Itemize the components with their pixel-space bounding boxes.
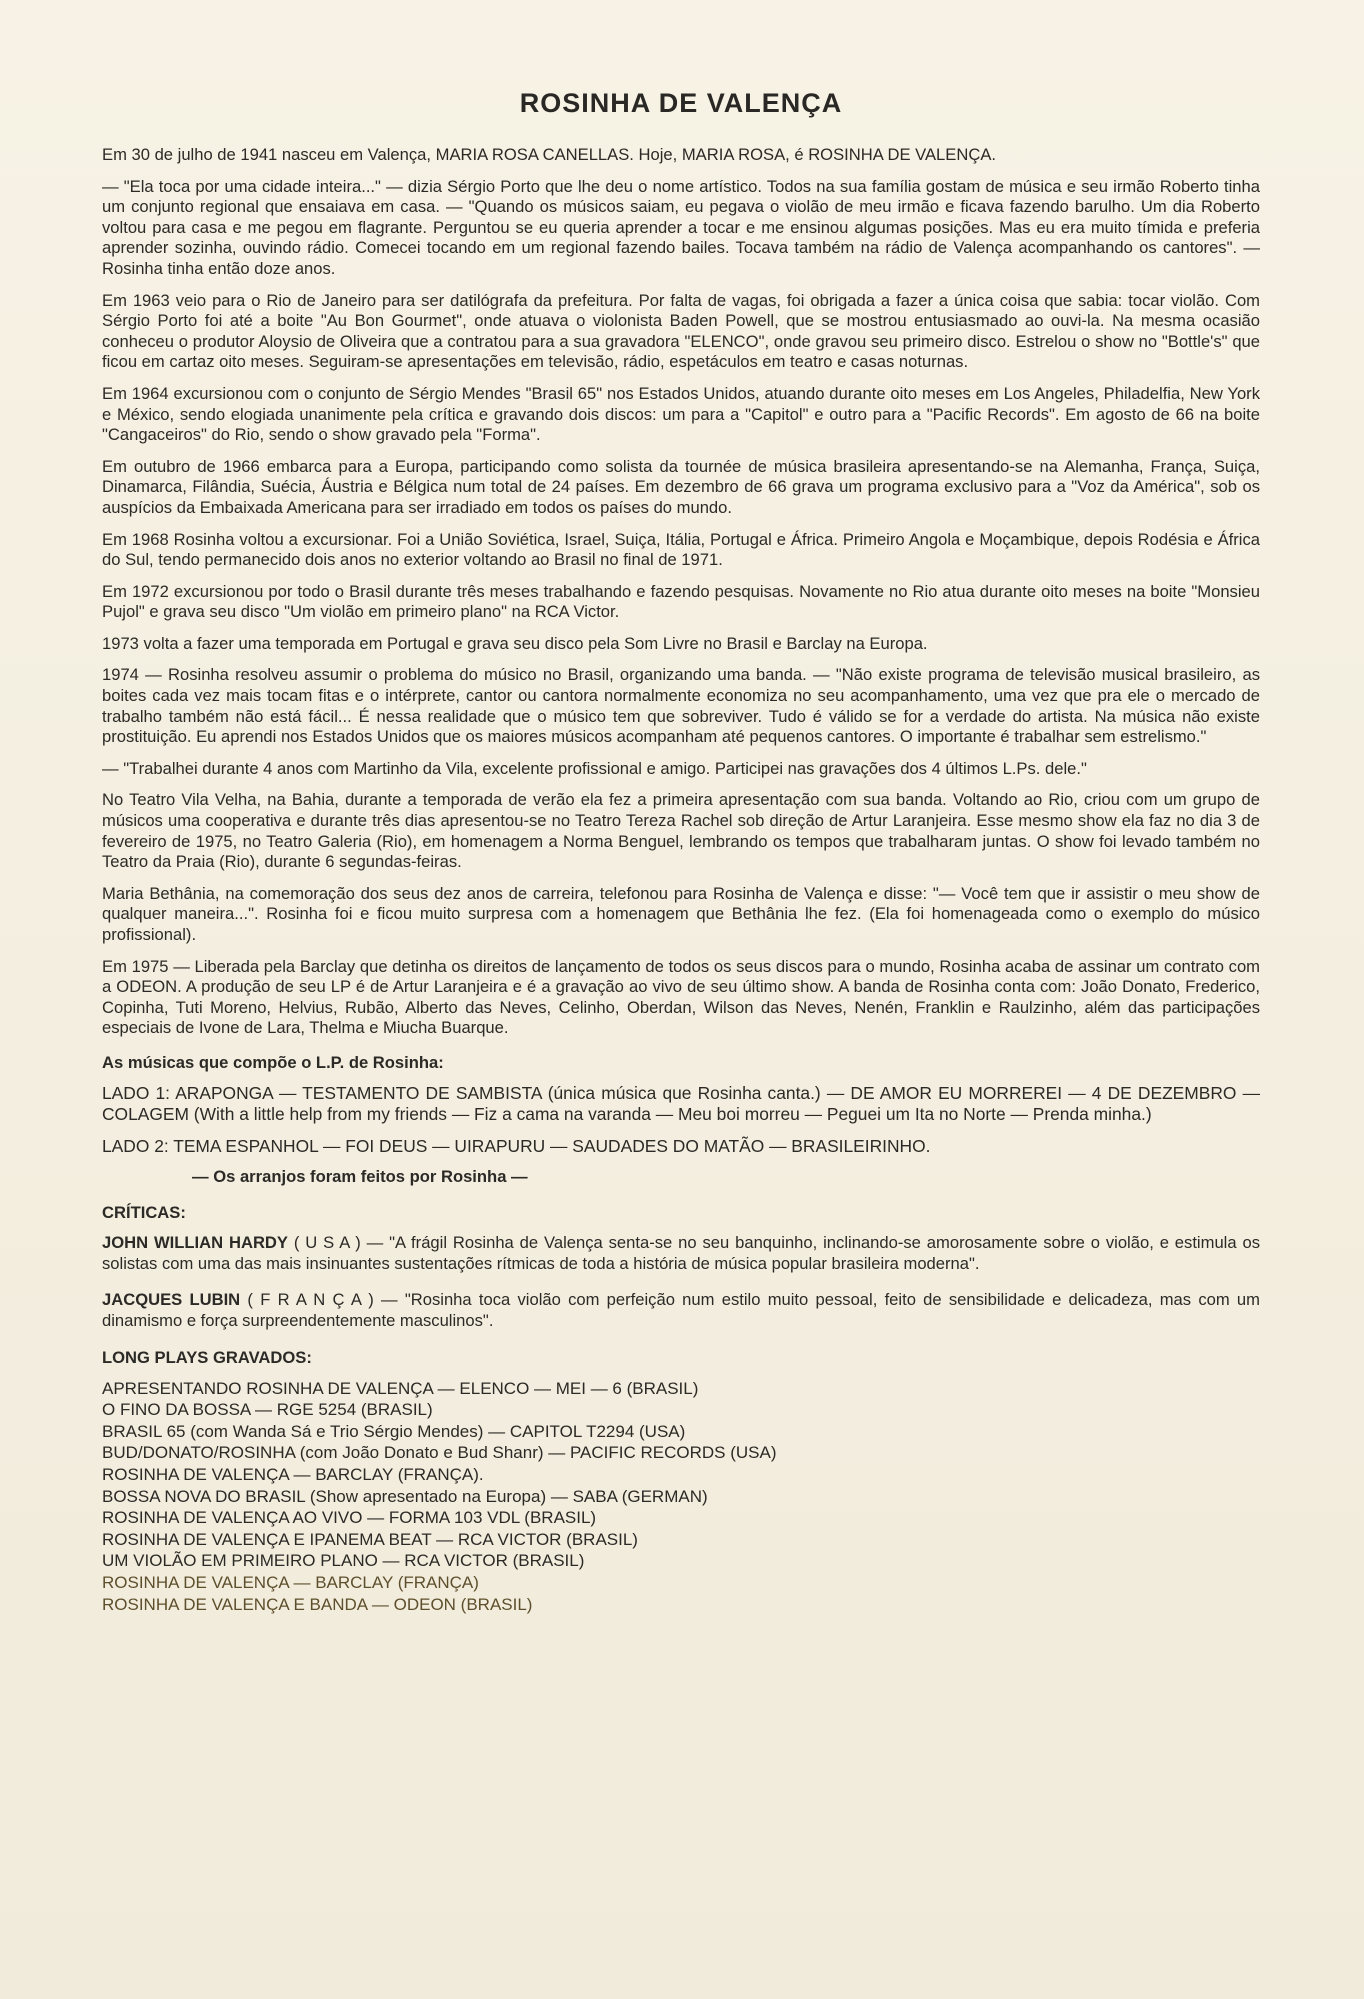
paragraph-1972: Em 1972 excursionou por todo o Brasil durante três meses trabalhando e fazendo pesquisas. Novamente no Rio atua durante oito meses na boite "Monsieu Pujol" e grava seu disco "Um violão em primeiro plano" na RCA Victor. — [102, 581, 1260, 622]
long-plays-list — [102, 1378, 1260, 1616]
list-item: BRASIL 65 (com Wanda Sá e Trio Sérgio Mendes) — CAPITOL T2294 (USA) — [102, 1421, 686, 1441]
paragraph-1964: Em 1964 excursionou com o conjunto de Sérgio Mendes "Brasil 65" nos Estados Unidos, atuando durante oito meses em Los Angeles, Philadelfia, New York e México, sendo elogiada unanimente pela crítica e gravando dois discos: um para a "Capitol" e outro para a "Pacific Records". Em agosto de 66 na boite "Cangaceiros" do Rio, sendo o show gravado pela "Forma". — [102, 383, 1260, 445]
list-item: BUD/DONATO/ROSINHA (com João Donato e Bud Shanr) — PACIFIC RECORDS (USA) — [102, 1443, 777, 1463]
paragraph-1968: Em 1968 Rosinha voltou a excursionar. Foi a União Soviética, Israel, Suiça, Itália, Portugal e África. Primeiro Angola e Moçambique, depois Rodésia e África do Sul, tendo permanecido dois anos no exterior voltando ao Brasil no final de 1971. — [102, 529, 1260, 570]
criticas-heading: CRÍTICAS: — [102, 1203, 186, 1223]
arranjos-note: — Os arranjos foram feitos por Rosinha — — [192, 1167, 528, 1187]
paragraph-1975: Em 1975 — Liberada pela Barclay que detinha os direitos de lançamento de todos os seus discos para o mundo, Rosinha acaba de assinar um contrato com a ODEON. A produção de seu LP é de Artur Laranjeira e é a gravação ao vivo de seu último show. A banda de Rosinha conta com: João Donato, Frederico, Copinha, Tuti Moreno, Helvius, Rubão, Alberto das Neves, Celinho, Oberdan, Wilson das Neves, Nenén, Franklin e Raulzinho, além das participações especiais de Ivone de Lara, Thelma e Miucha Buarque. — [102, 956, 1260, 1038]
list-item: APRESENTANDO ROSINHA DE VALENÇA — ELENCO — MEI — 6 (BRASIL) — [102, 1378, 699, 1398]
paragraph-childhood: — "Ela toca por uma cidade inteira..." — dizia Sérgio Porto que lhe deu o nome artístico. Todos na sua família gostam de música e seu irmão Roberto tinha um conjunto regional que ensaiava em casa. — "Quando os músicos saiam, eu pegava o violão de meu irmão e ficava fazendo barulho. Um dia Roberto voltou para casa e me pegou em flagrante. Perguntou se eu queria aprender a tocar e me ensinou algumas posições. Mas eu era muito tímida e preferia aprender sozinha, ouvindo rádio. Comecei tocando em um regional fazendo bailes. Tocava também na rádio de Valença acompanhando os cantores". — Rosinha tinha então doze anos. — [102, 176, 1260, 278]
songs-heading: As músicas que compõe o L.P. de Rosinha: — [102, 1052, 444, 1072]
critic-country: ( U S A ) — [293, 1233, 361, 1253]
critic-country: ( F R A N Ç A ) — [247, 1290, 374, 1310]
paragraph-birth: Em 30 de julho de 1941 nasceu em Valença, MARIA ROSA CANELLAS. Hoje, MARIA ROSA, é ROSINHA DE VALENÇA. — [102, 145, 997, 164]
list-item: ROSINHA DE VALENÇA — BARCLAY (FRANÇA) — [102, 1572, 479, 1592]
list-item: BOSSA NOVA DO BRASIL (Show apresentado na Europa) — SABA (GERMAN) — [102, 1486, 708, 1506]
paragraph-teatro: No Teatro Vila Velha, na Bahia, durante a temporada de verão ela fez a primeira apresentação com sua banda. Voltando ao Rio, criou com um grupo de músicos uma cooperativa e durante três dias apresentou-se no Teatro Tereza Rachel sob direção de Artur Laranjeira. Esse mesmo show ela faz no dia 3 de fevereiro de 1975, no Teatro Galeria (Rio), em homenagem a Norma Benguel, lembrando os tempos que trabalharam juntas. O show foi levado também no Teatro da Praia (Rio), durante 6 segundas-feiras. — [102, 790, 1260, 872]
critic-name: JOHN WILLIAN HARDY — [102, 1233, 288, 1253]
paragraph-1974: 1974 — Rosinha resolveu assumir o problema do músico no Brasil, organizando uma banda. — "Não existe programa de televisão musical brasileiro, as boites cada vez mais tocam fitas e o intérprete, cantor ou cantora normalmente economiza no seu acompanhamento, uma vez que pra ele o mercado de trabalho também não está fácil... É nessa realidade que o músico tem que sobreviver. Tudo é válido se for a verdade do artista. Na música não existe prostituição. Eu aprendi nos Estados Unidos que os maiores músicos acompanham até pequenos cantores. O importante é trabalhar sem estrelismo." — [102, 665, 1260, 747]
list-item: ROSINHA DE VALENÇA — BARCLAY (FRANÇA). — [102, 1464, 484, 1484]
critic-lubin — [102, 1290, 1260, 1331]
page-title: ROSINHA DE VALENÇA — [519, 88, 843, 118]
paragraph-1973: 1973 volta a fazer uma temporada em Portugal e grava seu disco pela Som Livre no Brasil e Barclay na Europa. — [102, 633, 928, 653]
list-item: ROSINHA DE VALENÇA E IPANEMA BEAT — RCA VICTOR (BRASIL) — [102, 1529, 638, 1549]
list-item: UM VIOLÃO EM PRIMEIRO PLANO — RCA VICTOR (BRASIL) — [102, 1551, 585, 1571]
list-item: ROSINHA DE VALENÇA E BANDA — ODEON (BRASIL) — [102, 1594, 533, 1614]
list-item: ROSINHA DE VALENÇA AO VIVO — FORMA 103 VDL (BRASIL) — [102, 1508, 597, 1528]
critic-quote: — "Rosinha toca violão com perfeição num estilo muito pessoal, feito de sensibilidade e delicadeza, mas com um dinamismo e força surpreendentemente masculinos". — [102, 1290, 1260, 1330]
critic-quote: — "A frágil Rosinha de Valença senta-se no seu banquinho, inclinando-se amorosamente sobre o violão, e estimula os solistas com uma das mais insinuantes sustentações rítmicas de toda a história de música popular brasileira moderna". — [102, 1233, 1260, 1273]
lado-2: LADO 2: TEMA ESPANHOL — FOI DEUS — UIRAPURU — SAUDADES DO MATÃO — BRASILEIRINHO. — [102, 1135, 931, 1156]
paragraph-martinho: — "Trabalhei durante 4 anos com Martinho da Vila, excelente profissional e amigo. Participei nas gravações dos 4 últimos L.Ps. dele." — [102, 758, 1087, 778]
paragraph-bethania: Maria Bethânia, na comemoração dos seus dez anos de carreira, telefonou para Rosinha de Valença e disse: "— Você tem que ir assistir o meu show de qualquer maneira...". Rosinha foi e ficou muito surpresa com a homenagem que Bethânia lhe fez. (Ela foi homenageada como o exemplo do músico profissional). — [102, 883, 1260, 944]
lado-1: LADO 1: ARAPONGA — TESTAMENTO DE SAMBISTA (única música que Rosinha canta.) — DE AMOR EU MORREREI — 4 DE DEZEMBRO — COLAGEM (With a little help from my friends — Fiz a cama na varanda — Meu boi morreu — Peguei um Ita no Norte — Prenda minha.) — [102, 1082, 1260, 1125]
paragraph-1963: Em 1963 veio para o Rio de Janeiro para ser datilógrafa da prefeitura. Por falta de vagas, foi obrigada a fazer a única coisa que sabia: tocar violão. Com Sérgio Porto foi até a boite "Au Bon Gourmet", onde atuava o violonista Baden Powell, que se mostrou entusiasmado ao ouvi-la. Na mesma ocasião conheceu o produtor Aloysio de Oliveira que a contratou para a sua gravadora "ELENCO", onde gravou seu primeiro disco. Estrelou o show no "Bottle's" que ficou em cartaz oito meses. Seguiram-se apresentações em televisão, rádio, espetáculos em teatro e casas noturnas. — [102, 290, 1260, 372]
long-plays-heading: LONG PLAYS GRAVADOS: — [102, 1347, 312, 1367]
critic-hardy — [102, 1233, 1260, 1274]
list-item: O FINO DA BOSSA — RGE 5254 (BRASIL) — [102, 1400, 433, 1420]
paragraph-1966: Em outubro de 1966 embarca para a Europa, participando como solista da tournée de música brasileira apresentando-se na Alemanha, França, Suiça, Dinamarca, Filândia, Suécia, Áustria e Bélgica num total de 24 países. Em dezembro de 66 grava um programa exclusivo para a "Voz da América", sob os auspícios da Embaixada Americana para ser irradiado em todos os países do mundo. — [102, 456, 1260, 517]
critic-name: JACQUES LUBIN — [102, 1290, 241, 1310]
